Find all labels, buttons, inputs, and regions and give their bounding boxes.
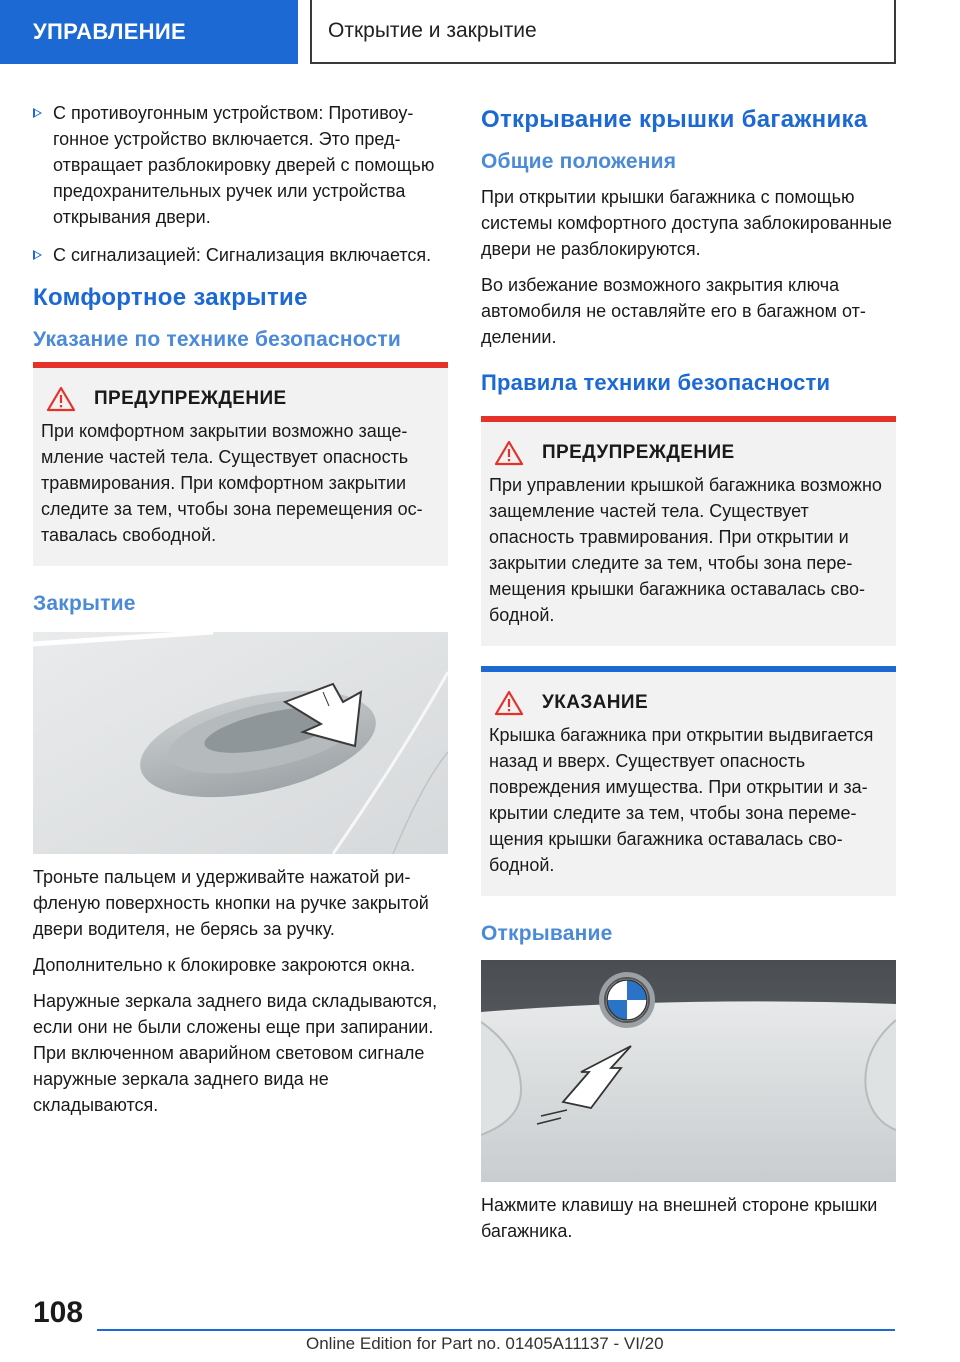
header-chapter-title: Открытие и закрытие <box>310 0 896 64</box>
note-title: УКАЗАНИЕ <box>542 692 649 713</box>
header-section-tab: УПРАВЛЕНИЕ <box>0 0 298 64</box>
warning-title: ПРЕДУПРЕЖДЕНИЕ <box>542 442 735 463</box>
list-item: С противоугонным устройством: Противоугонное устройство включается. Это предотвращает разблокировку дверей с помощью предохранительных ручек или устройства открывания двери. <box>33 100 448 230</box>
note-text: Крышка багажника при открытии выдвигается назад и вверх. Существует опасность повреждения имущества. При открытии и закрытии следите за тем, чтобы зона перемещения крышки багажника оставалась свободной. <box>489 725 874 875</box>
heading-safety-rules: Правила техники безопасности <box>481 370 831 395</box>
warning-text: При комфортном закрытии возможно защемление частей тела. Существует опасность травмирования. При комфортном закрытии следите за тем, чтобы зона перемещения оставалась свободной. <box>41 421 423 545</box>
page-number: 108 <box>33 1296 84 1329</box>
right-column <box>481 100 896 1254</box>
list-item: С сигнализацией: Сигнализация включается. <box>33 242 448 268</box>
heading-general: Общие положения <box>481 150 677 173</box>
heading-comfort-closing: Комфортное закрытие <box>33 284 308 311</box>
warning-triangle-icon <box>494 690 524 716</box>
heading-safety-note: Указание по технике безопасности <box>33 328 401 351</box>
paragraph: Во избежание возможного закрытия ключа автомобиля не оставляйте его в багажном отделении. <box>481 275 866 347</box>
door-handle-illustration <box>33 632 448 854</box>
bullet-list <box>33 100 448 268</box>
warning-title: ПРЕДУПРЕЖДЕНИЕ <box>94 388 287 409</box>
image-caption: Нажмите клавишу на внешней стороне крышки багажника. <box>481 1195 878 1241</box>
footer-divider <box>97 1329 895 1331</box>
warning-triangle-icon <box>46 386 76 412</box>
triangle-bullet-icon <box>33 250 42 260</box>
paragraph: Наружные зеркала заднего вида складываются, если они не были сложены еще при запирании. При включенном аварийном световом сигнале наружные зеркала заднего вида не складываются. <box>33 991 438 1115</box>
note-box <box>481 666 896 896</box>
paragraph: При открытии крышки багажника с помощью системы комфортного доступа заблокированные двери не разблокируются. <box>481 187 893 259</box>
heading-trunk-opening: Открывание крышки багажника <box>481 106 868 133</box>
left-column <box>33 100 448 1128</box>
footer-edition-text: Online Edition for Part no. 01405A11137 - VI/20 <box>306 1334 664 1353</box>
heading-closing: Закрытие <box>33 592 136 615</box>
trunk-button-illustration <box>481 960 896 1182</box>
heading-opening: Открывание <box>481 922 613 945</box>
paragraph: Дополнительно к блокировке закроются окна. <box>33 955 416 975</box>
warning-text: При управлении крышкой багажника возможно защемление частей тела. Существует опасность травмирования. При открытии и закрытии следите за тем, чтобы зона перемещения крышки багажника оставалась свободной. <box>489 475 882 625</box>
triangle-bullet-icon <box>33 108 42 118</box>
warning-triangle-icon <box>494 440 524 466</box>
warning-box <box>481 416 896 646</box>
paragraph: Троньте пальцем и удерживайте нажатой рифленую поверхность кнопки на ручке закрытой двери водителя, не берясь за ручку. <box>33 867 429 939</box>
warning-box <box>33 362 448 566</box>
